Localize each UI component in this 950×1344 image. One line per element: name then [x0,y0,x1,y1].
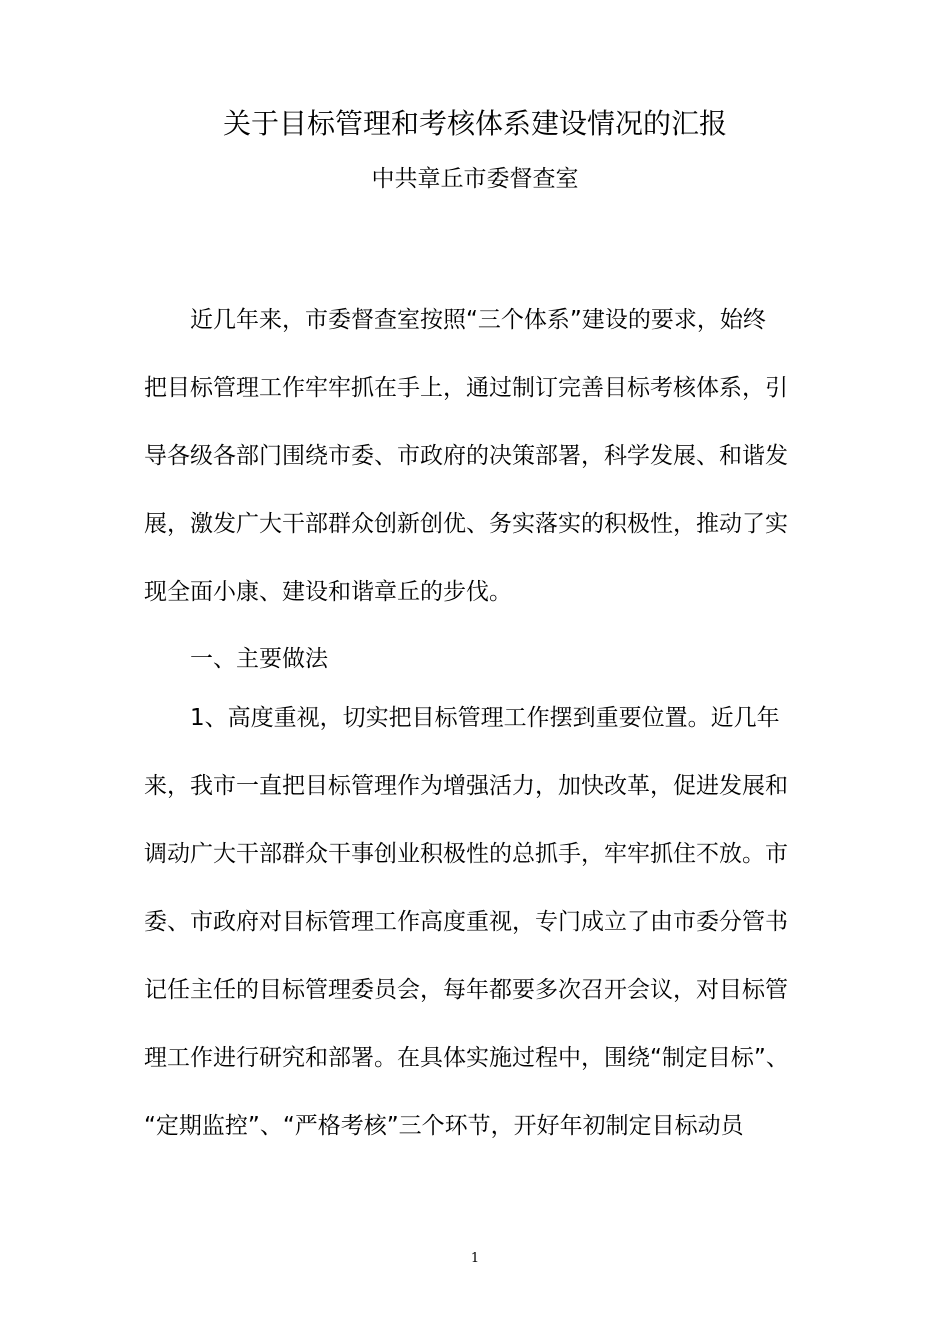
paragraph-line: 近几年来，市委督查室按照“三个体系”建设的要求，始终 [190,307,766,333]
paragraph-line: 调动广大干部群众干事创业积极性的总抓手，牢牢抓住不放。市 [144,841,788,867]
paragraph-line: 记任主任的目标管理委员会，每年都要多次召开会议，对目标管 [144,977,788,1003]
document-author: 中共章丘市委督查室 [371,166,579,192]
section-heading: 一、主要做法 [190,646,328,672]
document-title: 关于目标管理和考核体系建设情况的汇报 [222,107,727,140]
paragraph-line: 把目标管理工作牢牢抓在手上，通过制订完善目标考核体系，引 [144,375,788,401]
paragraph-line: 委、市政府对目标管理工作高度重视，专门成立了由市委分管书 [144,909,788,935]
paragraph-line: 1、高度重视，切实把目标管理工作摆到重要位置。近几年 [190,705,780,731]
paragraph-line: 现全面小康、建设和谐章丘的步伐。 [144,579,512,605]
paragraph-line: “定期监控”、“严格考核”三个环节，开好年初制定目标动员 [144,1113,744,1139]
paragraph-line: 展，激发广大干部群众创新创优、务实落实的积极性，推动了实 [144,511,788,537]
paragraph-line: 理工作进行研究和部署。在具体实施过程中，围绕“制定目标”、 [144,1045,789,1071]
page-number: 1 [470,1251,480,1266]
paragraph-line: 导各级各部门围绕市委、市政府的决策部署，科学发展、和谐发 [144,443,788,469]
paragraph-line: 来，我市一直把目标管理作为增强活力，加快改革，促进发展和 [144,773,788,799]
